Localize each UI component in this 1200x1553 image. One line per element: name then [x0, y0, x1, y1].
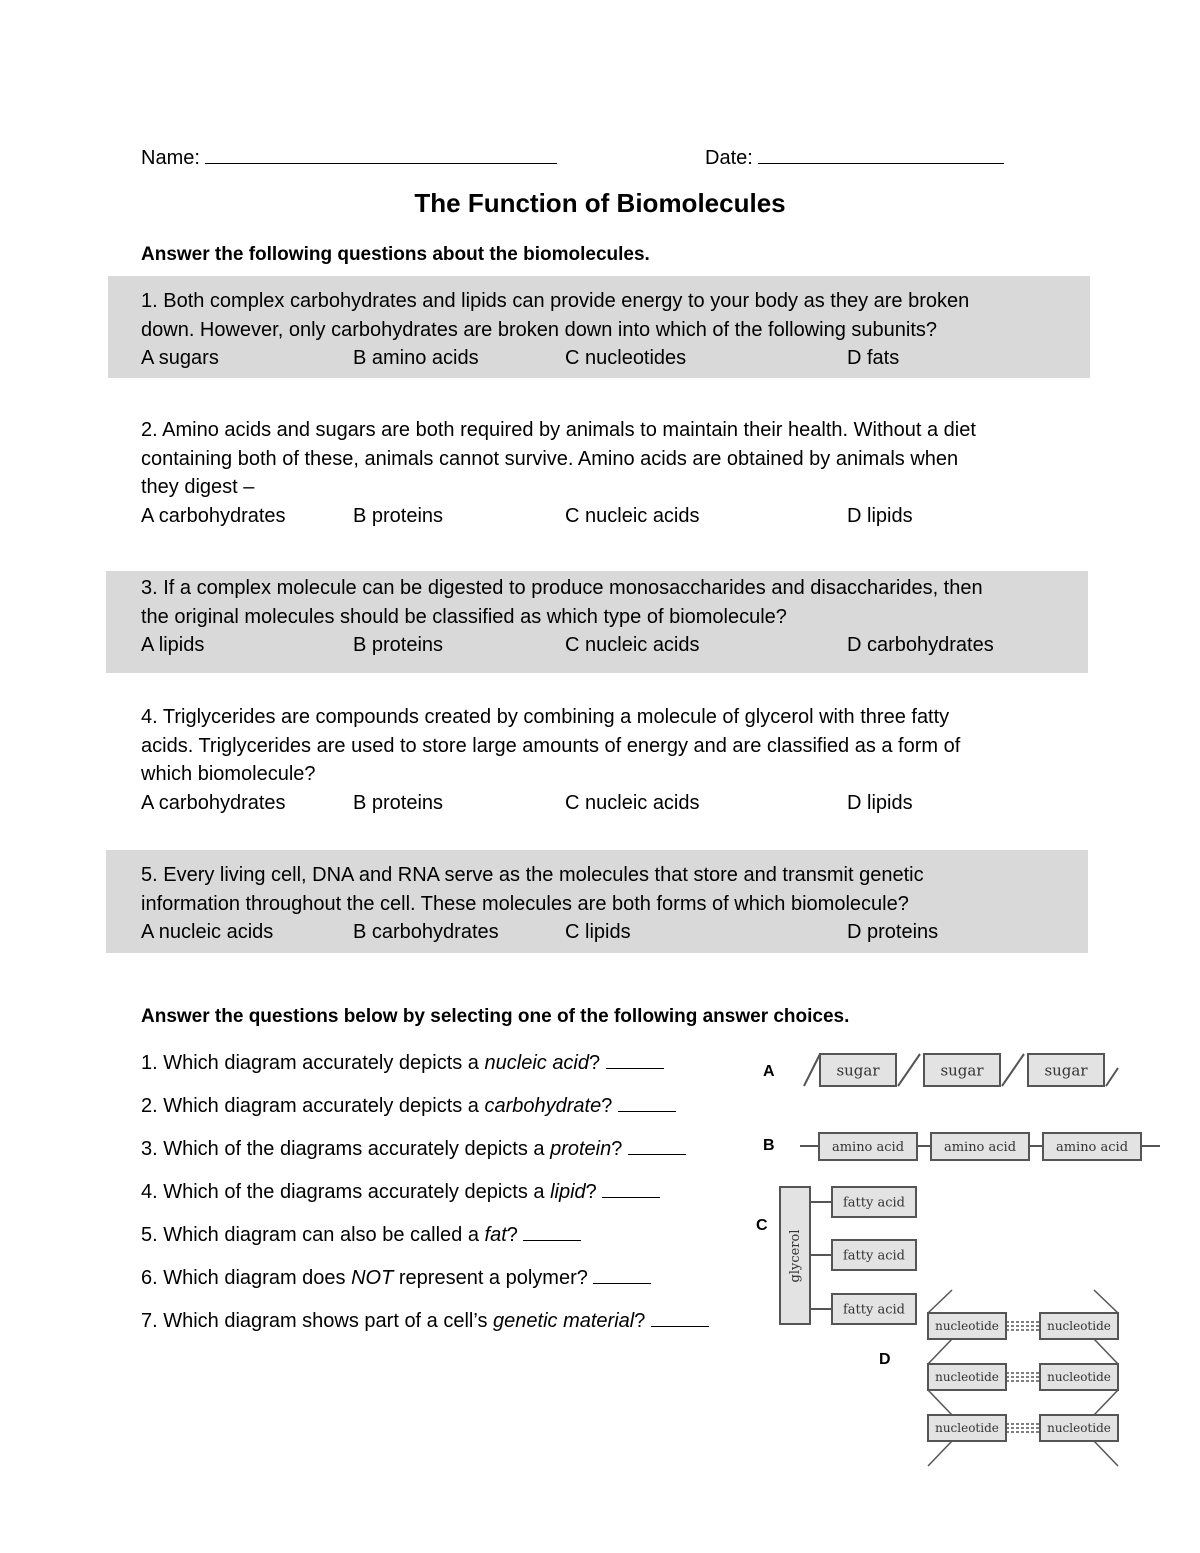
question-text-line: down. However, only carbohydrates are broken down into which of the following subunits? [141, 318, 938, 341]
fatty-acid-unit-1-label: fatty acid [843, 1195, 905, 1211]
question-text: 1. Which diagram accurately depicts a [141, 1052, 485, 1074]
answer-choice-d[interactable]: D proteins [847, 921, 939, 943]
answer-choice-c[interactable]: C nucleic acids [565, 504, 700, 527]
question-text-line: containing both of these, animals cannot survive. Amino acids are obtained by animals when [141, 447, 959, 470]
answer-choice-c[interactable]: C nucleotides [565, 347, 687, 369]
diagram-b-letter: B [763, 1137, 775, 1154]
diagram-d-nucleic-acid [928, 1290, 1118, 1466]
glycosidic-bond [1106, 1068, 1118, 1086]
question-emphasis: genetic material [493, 1310, 635, 1332]
nucleotide-left-2-label: nucleotide [935, 1370, 999, 1385]
question-text: 7. Which diagram shows part of a cell’s [141, 1310, 494, 1332]
question-text-line: 3. If a complex molecule can be digested to produce monosaccharides and disaccharides, then [141, 577, 983, 599]
nucleotide-left-1-label: nucleotide [935, 1319, 999, 1334]
question-text: 2. Which diagram accurately depicts a [141, 1095, 485, 1117]
backbone-strand [928, 1390, 952, 1415]
question-text: 4. Which of the diagrams accurately depicts a [141, 1181, 551, 1203]
question-text-line: the original molecules should be classified as which type of biomolecule? [141, 605, 787, 628]
answer-choice-d[interactable]: D carbohydrates [847, 634, 994, 656]
part2-instructions: Answer the questions below by selecting one of the following answer choices. [141, 1006, 850, 1027]
backbone-strand [928, 1339, 952, 1364]
sugar-unit-3-label: sugar [1044, 1061, 1088, 1080]
question-emphasis: protein [550, 1138, 612, 1160]
question-text: represent a polymer? [393, 1267, 594, 1289]
question-emphasis: fat [484, 1224, 507, 1246]
nucleotide-left-3-label: nucleotide [935, 1421, 999, 1436]
answer-choice-a[interactable]: A carbohydrates [141, 791, 286, 814]
answer-choice-b[interactable]: B proteins [353, 634, 444, 656]
question-text-line: 5. Every living cell, DNA and RNA serve as the molecules that store and transmit genetic [141, 864, 924, 886]
diagram-c-lipid [780, 1187, 916, 1324]
amino-acid-unit-1-label: amino acid [831, 1140, 905, 1156]
backbone-strand [928, 1290, 952, 1313]
answer-choice-c[interactable]: C nucleic acids [565, 634, 700, 656]
question-text: ? [634, 1310, 651, 1332]
amino-acid-unit-3-label: amino acid [1055, 1140, 1129, 1156]
question-text-line: information throughout the cell. These molecules are both forms of which biomolecule? [141, 892, 909, 915]
answer-choice-b[interactable]: B proteins [353, 791, 444, 814]
sugar-unit-1-label: sugar [836, 1061, 880, 1080]
fatty-acid-unit-3-label: fatty acid [843, 1302, 905, 1318]
answer-choice-c[interactable]: C nucleic acids [565, 791, 700, 814]
answer-choice-a[interactable]: A nucleic acids [141, 921, 274, 943]
answer-choice-d[interactable]: D fats [847, 347, 900, 369]
backbone-strand [928, 1441, 952, 1466]
question-text: 5. Which diagram can also be called a [141, 1224, 485, 1246]
answer-choice-c[interactable]: C lipids [565, 921, 631, 943]
glycosidic-bond [804, 1054, 820, 1086]
answer-choice-a[interactable]: A sugars [141, 347, 219, 369]
sugar-unit-2-label: sugar [940, 1061, 984, 1080]
question-text-line: 1. Both complex carbohydrates and lipids can provide energy to your body as they are broken [141, 290, 970, 312]
nucleotide-right-2-label: nucleotide [1047, 1370, 1111, 1385]
backbone-strand [1094, 1290, 1118, 1313]
part1-instructions: Answer the following questions about the biomolecules. [141, 244, 650, 265]
answer-choice-a[interactable]: A lipids [141, 634, 205, 656]
question-text: ? [589, 1052, 606, 1074]
question-text: ? [585, 1181, 603, 1203]
nucleotide-right-3-label: nucleotide [1047, 1421, 1111, 1436]
nucleotide-right-1-label: nucleotide [1047, 1319, 1111, 1334]
question-text: 3. Which of the diagrams accurately depicts a [141, 1138, 551, 1160]
backbone-strand [1094, 1339, 1118, 1364]
fatty-acid-unit-2-label: fatty acid [843, 1248, 905, 1264]
diagram-a-carbohydrate [804, 1054, 1118, 1086]
question-emphasis: NOT [351, 1267, 394, 1289]
glycosidic-bond [1002, 1054, 1024, 1086]
question-text-line: 4. Triglycerides are compounds created by combining a molecule of glycerol with three fatty [141, 706, 950, 728]
question-text: ? [611, 1138, 628, 1160]
question-text: ? [506, 1224, 524, 1246]
question-text-line: 2. Amino acids and sugars are both required by animals to maintain their health. Without a diet [141, 419, 976, 441]
glycosidic-bond [898, 1054, 920, 1086]
diagram-b-protein [800, 1133, 1160, 1160]
answer-choice-d[interactable]: D lipids [847, 791, 913, 814]
question-text-line: acids. Triglycerides are used to store large amounts of energy and are classified as a form of [141, 734, 961, 757]
backbone-strand [1094, 1441, 1118, 1466]
amino-acid-unit-2-label: amino acid [943, 1140, 1017, 1156]
glycerol-label: glycerol [788, 1229, 803, 1283]
question-emphasis: carbohydrate [484, 1095, 602, 1117]
question-emphasis: lipid [550, 1181, 586, 1203]
diagram-d-letter: D [879, 1351, 891, 1368]
diagram-c-letter: C [756, 1217, 768, 1234]
diagram-a-letter: A [763, 1063, 775, 1080]
name-label: Name: [141, 147, 200, 169]
question-text-line: which biomolecule? [141, 763, 316, 785]
question-emphasis: nucleic acid [484, 1052, 590, 1074]
date-label: Date: [705, 147, 753, 169]
answer-choice-b[interactable]: B proteins [353, 504, 444, 527]
answer-choice-b[interactable]: B carbohydrates [353, 921, 499, 943]
question-text-line: they digest – [141, 476, 255, 498]
page-title: The Function of Biomolecules [414, 188, 786, 218]
answer-choice-d[interactable]: D lipids [847, 504, 913, 527]
question-text: 6. Which diagram does [141, 1267, 352, 1289]
backbone-strand [1094, 1390, 1118, 1415]
answer-choice-a[interactable]: A carbohydrates [141, 504, 286, 527]
answer-choice-b[interactable]: B amino acids [353, 347, 479, 369]
question-text: ? [601, 1095, 618, 1117]
